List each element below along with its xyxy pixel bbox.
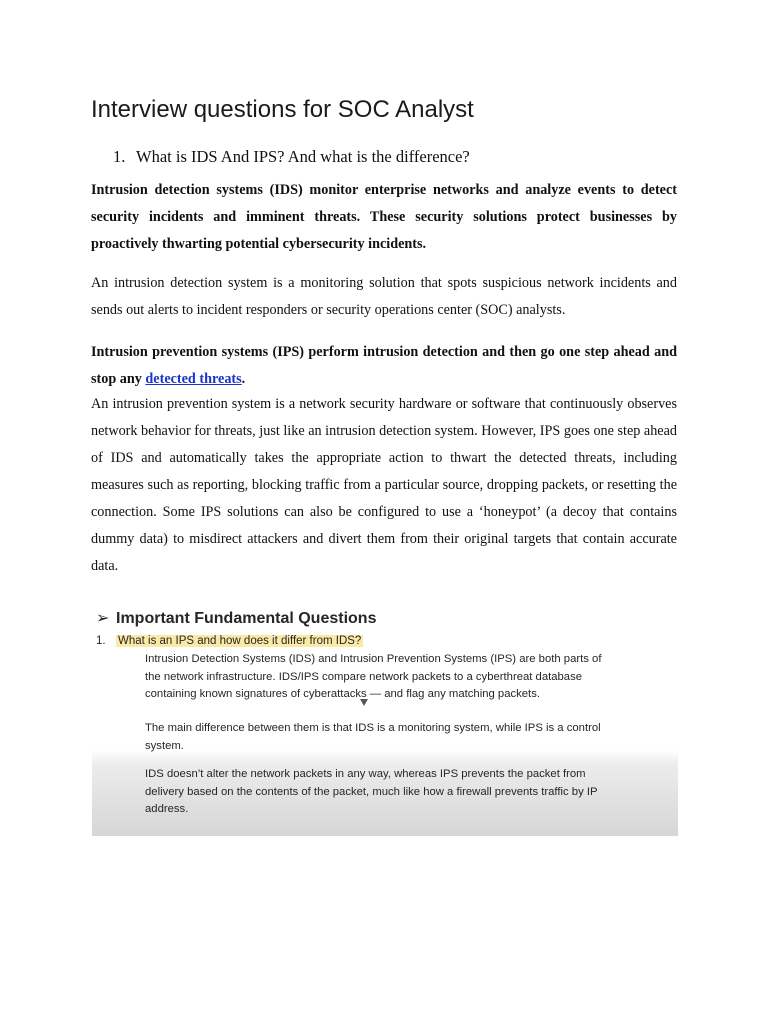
ips-definition-period: . bbox=[241, 371, 246, 387]
slide-question-highlight: What is an IPS and how does it differ from IDS? bbox=[118, 635, 362, 647]
slide-answer-3: IDS doesn’t alter the network packets in any way, whereas IPS prevents the packet from delivery based on the contents of the packet, much like how a firewall prevents traffic by IP address. bbox=[145, 768, 598, 815]
slide-question-number: 1. bbox=[96, 635, 106, 647]
mouse-cursor-icon bbox=[360, 699, 368, 706]
ips-definition-text: Intrusion prevention systems (IPS) perform intrusion detection and then go one step ahead and stop any bbox=[91, 344, 677, 387]
question-text: What is IDS And IPS? And what is the difference? bbox=[136, 147, 470, 166]
slide-title-text: Important Fundamental Questions bbox=[116, 610, 377, 627]
question-heading bbox=[113, 145, 470, 169]
slide-answer-1: Intrusion Detection Systems (IDS) and Intrusion Prevention Systems (IPS) are both parts of the network infrastructure. IDS/IPS compare network packets to a cyberthreat database containing known signatures of cyberattacks — and flag any matching packets. bbox=[145, 653, 602, 700]
ips-definition-paragraph bbox=[91, 339, 677, 393]
ids-monitoring-paragraph: An intrusion detection system is a monitoring solution that spots suspicious network incidents and sends out alerts to incident responders or security operations center (SOC) analysts. bbox=[91, 275, 677, 318]
ids-definition-paragraph: Intrusion detection systems (IDS) monitor enterprise networks and analyze events to detect security incidents and imminent threats. These security solutions protect businesses by proactively thwarting potential cybersecurity incidents. bbox=[91, 182, 677, 252]
question-number: 1. bbox=[113, 147, 126, 166]
ips-details-paragraph: An intrusion prevention system is a network security hardware or software that continuously observes network behavior for threats, just like an intrusion detection system. However, IPS goes one step ahead of IDS and automatically takes the appropriate action to thwart the detected threats, including measures such as reporting, blocking traffic from a particular source, dropping packets, or resetting the connection. Some IPS solutions can also be configured to use a ‘honeypot’ (a decoy that contains dummy data) to misdirect attackers and divert them from their original targets that contain accurate data. bbox=[91, 396, 677, 574]
embedded-slide-image bbox=[92, 590, 678, 836]
arrow-bullet-icon: ➢ bbox=[96, 610, 110, 627]
slide-title bbox=[96, 608, 376, 630]
detected-threats-link[interactable]: detected threats bbox=[145, 371, 242, 387]
slide-answer-2: The main difference between them is that IDS is a monitoring system, while IPS is a control system. bbox=[145, 722, 601, 752]
slide-question bbox=[96, 632, 363, 650]
document-title: Interview questions for SOC Analyst bbox=[91, 96, 474, 123]
